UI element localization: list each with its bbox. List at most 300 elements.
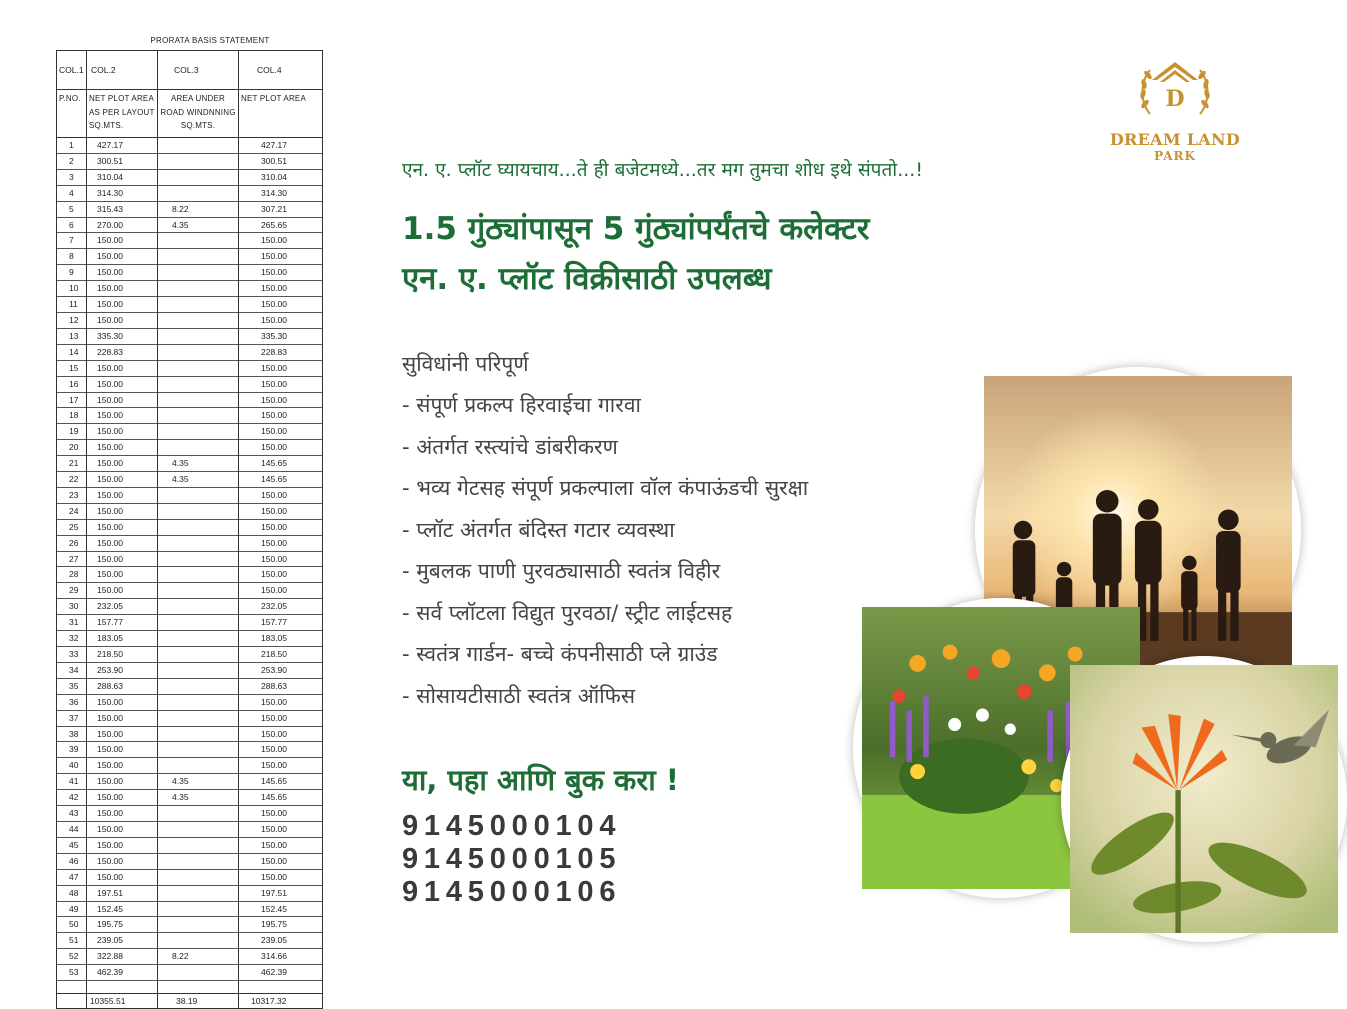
table-row (57, 472, 323, 488)
feature-item: - स्वतंत्र गार्डन- बच्चे कंपनीसाठी प्ले ग्राउंड (402, 642, 718, 666)
table-cell: 44 (57, 821, 87, 837)
table-cell: 150.00 (239, 869, 323, 885)
total-cell: 10317.32 (239, 994, 323, 1009)
table-cell: 150.00 (87, 567, 158, 583)
table-cell: 228.83 (87, 344, 158, 360)
table-blank-row (57, 981, 323, 994)
total-cell (57, 994, 87, 1009)
table-cell: 150.00 (239, 535, 323, 551)
hummingbird-flower-image (1070, 665, 1338, 933)
laurel-monogram-icon (1136, 56, 1214, 128)
table-cell: 150.00 (239, 837, 323, 853)
table-cell: 34 (57, 662, 87, 678)
table-row (57, 742, 323, 758)
table-cell: 7 (57, 233, 87, 249)
table-cell: 9 (57, 265, 87, 281)
phone-numbers (402, 810, 621, 909)
table-cell: 145.65 (239, 790, 323, 806)
table-cell: 150.00 (87, 726, 158, 742)
table-cell: 228.83 (239, 344, 323, 360)
table-cell (158, 281, 239, 297)
table-cell (158, 169, 239, 185)
table-cell: 35 (57, 678, 87, 694)
table-cell: 3 (57, 169, 87, 185)
table-cell: 150.00 (239, 853, 323, 869)
table-cell (158, 519, 239, 535)
phone-number[interactable]: 9145000104 (402, 810, 622, 842)
table-cell: 4.35 (158, 472, 239, 488)
table-cell (158, 138, 239, 154)
table-cell: 322.88 (87, 949, 158, 965)
table-row (57, 774, 323, 790)
table-cell: 253.90 (87, 662, 158, 678)
table-cell (158, 917, 239, 933)
table-cell: 288.63 (239, 678, 323, 694)
table-total-row (57, 994, 323, 1009)
table-row (57, 281, 323, 297)
table-cell: 150.00 (87, 312, 158, 328)
table-row (57, 694, 323, 710)
table-cell (158, 567, 239, 583)
table-cell: 150.00 (239, 392, 323, 408)
feature-item: - संपूर्ण प्रकल्प हिरवाईचा गारवा (402, 393, 641, 417)
total-cell: 10355.51 (87, 994, 158, 1009)
table-cell: 150.00 (87, 440, 158, 456)
table-cell: 150.00 (239, 519, 323, 535)
table-cell: 300.51 (239, 153, 323, 169)
table-row (57, 662, 323, 678)
headline-line-2: एन. ए. प्लॉट विक्रीसाठी उपलब्ध (402, 261, 772, 297)
col-label: COL.3 (158, 51, 239, 90)
table-cell: 8.22 (158, 949, 239, 965)
table-cell (158, 726, 239, 742)
table-cell: 150.00 (87, 376, 158, 392)
dream-land-logo (1108, 56, 1242, 168)
table-cell: 17 (57, 392, 87, 408)
table-cell: 150.00 (87, 758, 158, 774)
table-cell: 150.00 (87, 249, 158, 265)
prorata-table-section (56, 34, 324, 1009)
table-row (57, 710, 323, 726)
table-cell (158, 551, 239, 567)
table-row (57, 790, 323, 806)
table-cell: 4.35 (158, 217, 239, 233)
table-cell: 6 (57, 217, 87, 233)
table-cell: 150.00 (87, 297, 158, 313)
table-cell (158, 806, 239, 822)
table-cell: 307.21 (239, 201, 323, 217)
table-cell (158, 662, 239, 678)
table-title: PRORATA BASIS STATEMENT (150, 36, 270, 45)
logo-subtitle: PARK (1154, 149, 1196, 163)
table-cell (158, 853, 239, 869)
table-cell: 218.50 (239, 647, 323, 663)
table-cell: 150.00 (239, 551, 323, 567)
table-cell: 150.00 (87, 853, 158, 869)
table-cell: 315.43 (87, 201, 158, 217)
table-row (57, 392, 323, 408)
table-cell: 232.05 (239, 599, 323, 615)
table-row (57, 217, 323, 233)
table-cell: 150.00 (87, 583, 158, 599)
table-cell: 197.51 (87, 885, 158, 901)
table-cell: 150.00 (239, 249, 323, 265)
headline (402, 204, 869, 304)
table-cell: 150.00 (239, 424, 323, 440)
table-cell (158, 360, 239, 376)
table-cell (158, 328, 239, 344)
table-cell (158, 821, 239, 837)
table-row (57, 837, 323, 853)
table-cell: 24 (57, 503, 87, 519)
table-cell: 48 (57, 885, 87, 901)
prorata-table (56, 50, 323, 1009)
table-row (57, 344, 323, 360)
col-label: COL.4 (239, 51, 323, 90)
table-cell: 50 (57, 917, 87, 933)
table-cell: 150.00 (239, 742, 323, 758)
table-cell: 150.00 (239, 758, 323, 774)
table-cell: 150.00 (87, 408, 158, 424)
table-cell: 28 (57, 567, 87, 583)
table-row (57, 265, 323, 281)
table-row (57, 933, 323, 949)
table-cell: 5 (57, 201, 87, 217)
table-cell: 145.65 (239, 774, 323, 790)
table-cell: 23 (57, 487, 87, 503)
table-cell: 232.05 (87, 599, 158, 615)
table-cell (158, 265, 239, 281)
table-row (57, 583, 323, 599)
table-cell: 47 (57, 869, 87, 885)
call-to-action: या, पहा आणि बुक करा ! (402, 763, 680, 797)
table-cell: 150.00 (87, 551, 158, 567)
column-header: NET PLOT AREA (239, 90, 323, 138)
table-cell (158, 647, 239, 663)
table-cell: 10 (57, 281, 87, 297)
table-row (57, 440, 323, 456)
table-row (57, 138, 323, 154)
table-cell: 335.30 (87, 328, 158, 344)
table-column-label-row (57, 51, 323, 90)
table-cell: 150.00 (87, 869, 158, 885)
table-cell: 150.00 (87, 503, 158, 519)
table-cell: 150.00 (87, 806, 158, 822)
table-cell: 4.35 (158, 774, 239, 790)
table-cell: 150.00 (87, 821, 158, 837)
table-cell (158, 440, 239, 456)
table-cell: 32 (57, 631, 87, 647)
headline-line-1: 1.5 गुंठ्यांपासून 5 गुंठ्यांपर्यंतचे कलेक्टर (402, 211, 870, 247)
table-cell (158, 185, 239, 201)
table-cell: 13 (57, 328, 87, 344)
table-row (57, 201, 323, 217)
table-cell: 150.00 (87, 519, 158, 535)
table-cell: 150.00 (239, 821, 323, 837)
table-cell: 218.50 (87, 647, 158, 663)
table-cell: 11 (57, 297, 87, 313)
column-header: NET PLOT AREA AS PER LAYOUT SQ.MTS. (87, 90, 158, 138)
table-cell: 239.05 (239, 933, 323, 949)
feature-item: - सर्व प्लॉटला विद्युत पुरवठा/ स्ट्रीट लाईटसह (402, 600, 733, 625)
table-row (57, 456, 323, 472)
table-cell (158, 153, 239, 169)
table-row (57, 424, 323, 440)
table-cell: 150.00 (87, 281, 158, 297)
table-row (57, 328, 323, 344)
table-cell: 38 (57, 726, 87, 742)
table-row (57, 487, 323, 503)
table-cell: 4.35 (158, 456, 239, 472)
table-cell (158, 615, 239, 631)
table-cell: 53 (57, 965, 87, 981)
table-cell: 314.30 (239, 185, 323, 201)
table-row (57, 678, 323, 694)
table-cell: 18 (57, 408, 87, 424)
table-cell: 4.35 (158, 790, 239, 806)
table-cell: 152.45 (239, 901, 323, 917)
table-cell: 31 (57, 615, 87, 631)
table-cell: 43 (57, 806, 87, 822)
table-row (57, 869, 323, 885)
table-cell (158, 424, 239, 440)
table-cell: 335.30 (239, 328, 323, 344)
table-cell (158, 503, 239, 519)
table-cell: 253.90 (239, 662, 323, 678)
features-list (402, 390, 808, 722)
table-cell (158, 837, 239, 853)
table-cell: 427.17 (239, 138, 323, 154)
table-cell (158, 312, 239, 328)
table-cell (158, 965, 239, 981)
table-cell: 157.77 (239, 615, 323, 631)
table-cell: 150.00 (239, 233, 323, 249)
table-row (57, 249, 323, 265)
table-cell: 150.00 (87, 472, 158, 488)
table-cell: 197.51 (239, 885, 323, 901)
table-cell (158, 758, 239, 774)
table-cell (87, 981, 158, 994)
table-row (57, 312, 323, 328)
table-cell: 150.00 (87, 233, 158, 249)
table-cell (158, 885, 239, 901)
table-cell: 49 (57, 901, 87, 917)
feature-item: - सोसायटीसाठी स्वतंत्र ऑफिस (402, 683, 636, 708)
table-cell: 14 (57, 344, 87, 360)
table-cell: 37 (57, 710, 87, 726)
table-cell: 462.39 (87, 965, 158, 981)
table-cell: 157.77 (87, 615, 158, 631)
table-cell: 270.00 (87, 217, 158, 233)
hummingbird-photo (1061, 656, 1347, 942)
table-cell: 36 (57, 694, 87, 710)
table-cell: 150.00 (87, 742, 158, 758)
table-cell: 183.05 (239, 631, 323, 647)
table-cell: 26 (57, 535, 87, 551)
col-label: COL.2 (87, 51, 158, 90)
table-cell: 150.00 (239, 583, 323, 599)
phone-number[interactable]: 9145000106 (402, 876, 622, 908)
table-cell: 39 (57, 742, 87, 758)
table-cell: 45 (57, 837, 87, 853)
table-cell: 4 (57, 185, 87, 201)
table-row (57, 758, 323, 774)
table-row (57, 965, 323, 981)
table-row (57, 647, 323, 663)
table-row (57, 821, 323, 837)
table-cell: 195.75 (239, 917, 323, 933)
feature-item: - प्लॉट अंतर्गत बंदिस्त गटार व्यवस्था (402, 517, 675, 542)
table-cell (158, 376, 239, 392)
table-row (57, 503, 323, 519)
table-cell (158, 535, 239, 551)
table-row (57, 901, 323, 917)
table-row (57, 153, 323, 169)
table-cell: 150.00 (87, 710, 158, 726)
table-cell: 52 (57, 949, 87, 965)
table-cell: 21 (57, 456, 87, 472)
table-row (57, 615, 323, 631)
table-cell: 150.00 (239, 726, 323, 742)
table-cell: 150.00 (87, 265, 158, 281)
table-cell: 16 (57, 376, 87, 392)
table-row (57, 631, 323, 647)
table-cell: 150.00 (239, 487, 323, 503)
table-row (57, 599, 323, 615)
column-header: P.NO. (57, 90, 87, 138)
table-cell: 8.22 (158, 201, 239, 217)
table-cell: 145.65 (239, 456, 323, 472)
table-cell: 8 (57, 249, 87, 265)
table-cell: 33 (57, 647, 87, 663)
table-cell: 12 (57, 312, 87, 328)
table-cell (158, 344, 239, 360)
table-cell (158, 631, 239, 647)
table-cell: 150.00 (87, 694, 158, 710)
table-row (57, 519, 323, 535)
table-row (57, 297, 323, 313)
table-cell (239, 981, 323, 994)
features-title: सुविधांनी परिपूर्ण (402, 352, 529, 376)
table-cell: 145.65 (239, 472, 323, 488)
table-row (57, 726, 323, 742)
table-cell: 195.75 (87, 917, 158, 933)
table-cell: 1 (57, 138, 87, 154)
table-cell: 150.00 (87, 424, 158, 440)
table-cell: 150.00 (87, 360, 158, 376)
column-header: AREA UNDER ROAD WINDNNING SQ.MTS. (158, 90, 239, 138)
table-cell: 150.00 (239, 312, 323, 328)
table-cell: 288.63 (87, 678, 158, 694)
logo-name: DREAM LAND (1109, 130, 1241, 149)
table-cell (158, 297, 239, 313)
table-cell: 20 (57, 440, 87, 456)
table-cell: 152.45 (87, 901, 158, 917)
table-cell: 19 (57, 424, 87, 440)
table-cell: 150.00 (239, 281, 323, 297)
table-cell: 150.00 (239, 408, 323, 424)
table-cell (158, 694, 239, 710)
table-cell: 29 (57, 583, 87, 599)
feature-item: - मुबलक पाणी पुरवठ्यासाठी स्वतंत्र विहीर (402, 559, 721, 583)
table-cell: 150.00 (87, 837, 158, 853)
table-cell: 265.65 (239, 217, 323, 233)
table-row (57, 535, 323, 551)
col-label: COL.1 (57, 51, 87, 90)
phone-number[interactable]: 9145000105 (402, 843, 622, 875)
feature-item: - अंतर्गत रस्त्यांचे डांबरीकरण (402, 434, 618, 459)
table-cell (158, 583, 239, 599)
table-cell (57, 981, 87, 994)
table-cell: 314.30 (87, 185, 158, 201)
table-row (57, 551, 323, 567)
table-header-row (57, 90, 323, 138)
table-cell: 30 (57, 599, 87, 615)
table-cell (158, 392, 239, 408)
table-cell: 150.00 (87, 487, 158, 503)
table-cell (158, 408, 239, 424)
table-cell: 427.17 (87, 138, 158, 154)
table-cell (158, 901, 239, 917)
table-cell: 150.00 (87, 790, 158, 806)
table-cell: 150.00 (239, 297, 323, 313)
table-row (57, 360, 323, 376)
table-row (57, 885, 323, 901)
table-cell (158, 599, 239, 615)
total-cell: 38.19 (158, 994, 239, 1009)
table-cell (158, 869, 239, 885)
table-cell (158, 487, 239, 503)
table-cell (158, 710, 239, 726)
feature-item: - भव्य गेटसह संपूर्ण प्रकल्पाला वॉल कंपाऊंडची सुरक्षा (402, 476, 809, 500)
table-cell (158, 233, 239, 249)
table-row (57, 185, 323, 201)
table-cell: 46 (57, 853, 87, 869)
table-cell: 150.00 (239, 710, 323, 726)
table-cell: 27 (57, 551, 87, 567)
table-cell: 183.05 (87, 631, 158, 647)
table-cell: 300.51 (87, 153, 158, 169)
table-cell: 310.04 (239, 169, 323, 185)
table-row (57, 233, 323, 249)
table-cell: 462.39 (239, 965, 323, 981)
table-cell: 310.04 (87, 169, 158, 185)
table-cell: 40 (57, 758, 87, 774)
table-cell: 15 (57, 360, 87, 376)
table-row (57, 169, 323, 185)
table-cell: 150.00 (87, 392, 158, 408)
table-row (57, 806, 323, 822)
table-cell (158, 678, 239, 694)
table-cell (158, 981, 239, 994)
table-cell: 150.00 (239, 503, 323, 519)
table-cell: 150.00 (239, 806, 323, 822)
table-cell: 239.05 (87, 933, 158, 949)
table-cell: 150.00 (239, 694, 323, 710)
table-cell: 41 (57, 774, 87, 790)
table-cell: 150.00 (239, 360, 323, 376)
table-row (57, 917, 323, 933)
table-row (57, 408, 323, 424)
table-cell: 42 (57, 790, 87, 806)
tagline: एन. ए. प्लॉट घ्यायचाय...ते ही बजेटमध्ये...तर मग तुमचा शोध इथे संपतो...! (402, 159, 923, 181)
table-cell: 150.00 (239, 440, 323, 456)
table-cell: 2 (57, 153, 87, 169)
table-cell: 150.00 (87, 456, 158, 472)
table-cell: 51 (57, 933, 87, 949)
table-cell: 150.00 (87, 774, 158, 790)
table-cell (158, 249, 239, 265)
